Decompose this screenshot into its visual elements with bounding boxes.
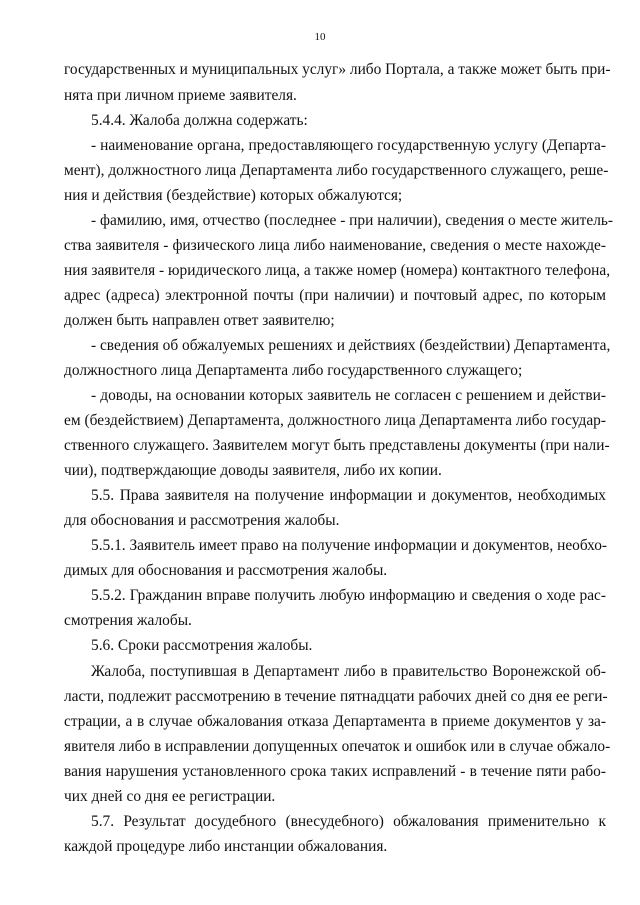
text-line: страции, а в случае обжалования отказа Департамента в приеме документов у за-	[64, 713, 606, 730]
text-line: димых для обоснования и рассмотрения жалобы.	[64, 562, 388, 579]
text-line: 5.4.4. Жалоба должна содержать:	[91, 112, 308, 129]
text-line: ства заявителя - физического лица либо наименование, сведения о месте нахожде-	[64, 237, 606, 254]
text-line: нята при личном приеме заявителя.	[64, 87, 297, 104]
text-line: 5.6. Сроки рассмотрения жалобы.	[91, 637, 313, 654]
text-line: смотрения жалобы.	[64, 612, 192, 629]
text-line: - сведения об обжалуемых решениях и действиях (бездействии) Департамента,	[91, 337, 611, 354]
text-line: явителя либо в исправлении допущенных опечаток и ошибок или в случае обжало-	[64, 738, 611, 755]
text-line: для обоснования и рассмотрения жалобы.	[64, 512, 340, 529]
text-line: - наименование органа, предоставляющего государственную услугу (Департа-	[91, 137, 606, 154]
text-line: ем (бездействием) Департамента, должностного лица Департамента либо государ-	[64, 412, 606, 429]
text-line: государственных и муниципальных услуг» либо Портала, а также может быть при-	[64, 61, 611, 78]
text-line: 5.5. Права заявителя на получение информации и документов, необходимых	[91, 487, 606, 504]
text-line: - фамилию, имя, отчество (последнее - при наличии), сведения о месте житель-	[91, 212, 614, 229]
text-line: вания нарушения установленного срока таких исправлений - в течение пяти рабо-	[64, 763, 606, 780]
text-line: 5.5.2. Гражданин вправе получить любую информацию и сведения о ходе рас-	[91, 587, 606, 604]
text-line: мент), должностного лица Департамента либо государственного служащего, реше-	[64, 162, 609, 179]
text-line: должен быть направлен ответ заявителю;	[64, 312, 335, 329]
text-line: ния заявителя - юридического лица, а также номер (номера) контактного телефона,	[64, 262, 611, 279]
text-line: ния и действия (бездействие) которых обжалуются;	[64, 187, 403, 204]
text-line: адрес (адреса) электронной почты (при наличии) и почтовый адрес, по которым	[64, 287, 606, 304]
page-number: 10	[314, 31, 326, 43]
text-line: чии), подтверждающие доводы заявителя, либо их копии.	[64, 462, 442, 479]
text-line: 5.5.1. Заявитель имеет право на получение информации и документов, необхо-	[91, 537, 608, 554]
text-line: - доводы, на основании которых заявитель не согласен с решением и действи-	[91, 387, 606, 404]
text-line: ственного служащего. Заявителем могут быть представлены документы (при нали-	[64, 437, 610, 454]
text-line: Жалоба, поступившая в Департамент либо в правительство Воронежской об-	[91, 663, 606, 680]
text-line: ласти, подлежит рассмотрению в течение пятнадцати рабочих дней со дня ее реги-	[64, 688, 608, 705]
text-line: 5.7. Результат досудебного (внесудебного) обжалования применительно к	[91, 813, 606, 830]
text-line: каждой процедуре либо инстанции обжалования.	[64, 838, 388, 855]
text-line: должностного лица Департамента либо государственного служащего;	[64, 362, 523, 379]
text-line: чих дней со дня ее регистрации.	[64, 788, 276, 805]
